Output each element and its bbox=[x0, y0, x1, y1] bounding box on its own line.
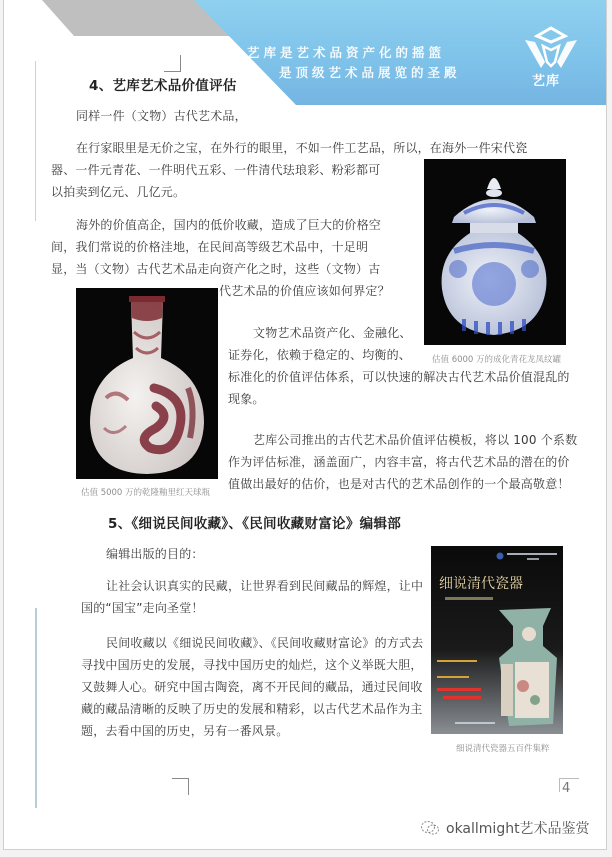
section4-para-1: 同样一件（文物）古代艺术品， bbox=[76, 109, 247, 123]
red-dragon-vase-icon bbox=[76, 288, 218, 479]
corner-crop-mark-bottom bbox=[172, 778, 189, 795]
caption-book: 细说清代瓷器五百件集粹 bbox=[456, 744, 550, 754]
page-number: 4 bbox=[562, 781, 571, 796]
book-cover-image bbox=[431, 546, 563, 734]
book-cover-vase-icon bbox=[431, 546, 563, 734]
caption-blue-white-jar: 估值 6000 万的成化青花龙凤纹罐 bbox=[432, 355, 562, 365]
photo-blue-white-jar bbox=[424, 159, 566, 345]
section4-title: 4、艺库艺术品价值评估 bbox=[89, 78, 237, 94]
section4-para-4: 文物艺术品资产化、金融化、 证券化，依赖于稳定的、均衡的、 标准化的价值评估体系，可以快速的解决古代艺术品价值混乱的 现象。 bbox=[228, 326, 570, 406]
header-slogan-line2: 是顶级艺术品展览的圣殿 bbox=[279, 65, 461, 80]
section5-title: 5、《细说民间收藏》、《民间收藏财富论》编辑部 bbox=[108, 516, 402, 532]
left-margin-line-top bbox=[35, 61, 36, 221]
corner-crop-mark-top bbox=[164, 55, 181, 72]
caption-red-dragon-vase: 估值 5000 万的乾隆釉里红天球瓶 bbox=[81, 488, 211, 498]
section5-para-3: 民间收藏以《细说民间收藏》、《民间收藏财富论》的方式去 寻找中国历史的发展，寻找中国历史的灿烂，这个义举既大胆， 又鼓舞人心。研究中国古陶瓷，离不开民间的藏品，通过民间收 藏的藏品清晰的反映了历史的发展和精彩，以古代艺术品作为主 题，去看中国的历史，另有一番风景。 bbox=[81, 636, 424, 738]
section4-para-3: 海外的价值高企，国内的低价收藏，造成了巨大的价格空 间，我们常说的价格洼地，在民间高等级艺术品中，十足明 显，当（文物）古代艺术品走向资产化之时，这些（文物）古 代艺术品的价值应该如何界定？ bbox=[51, 218, 390, 298]
watermark-text: okallmight艺术品鉴赏 bbox=[446, 821, 590, 837]
section5-para-2: 让社会认识真实的民藏，让世界看到民间藏品的辉煌，让中 国的“国宝”走向圣堂！ bbox=[81, 579, 424, 615]
wechat-watermark bbox=[420, 818, 590, 838]
section4-para-5: 艺库公司推出的古代艺术品价值评估模板，将以 100 个系数 作为评估标准，涵盖面广，内容丰富，将古代艺术品的潜在的价 值做出最好的估价，也是对古代的艺术品创作的一个最高敬意！ bbox=[228, 433, 578, 491]
logo-label: 艺库 bbox=[532, 74, 561, 89]
left-margin-line-bottom bbox=[35, 608, 37, 808]
section5-para-1: 编辑出版的目的： bbox=[106, 547, 204, 561]
document-page bbox=[3, 0, 607, 850]
book-cover-title: 细说清代瓷器 bbox=[439, 576, 523, 592]
header-slogan-line1: 艺库是艺术品资产化的摇篮 bbox=[247, 45, 446, 60]
wechat-icon bbox=[420, 820, 440, 836]
photo-red-dragon-vase bbox=[76, 288, 218, 479]
blue-white-jar-icon bbox=[424, 159, 566, 345]
section4-para-2: 在行家眼里是无价之宝，在外行的眼里，不如一件工艺品，所以，在海外一件宋代瓷 器、一件元青花、一件明代五彩、一件清代珐琅彩、粉彩都可 以拍卖到亿元、几亿元。 bbox=[51, 141, 528, 199]
